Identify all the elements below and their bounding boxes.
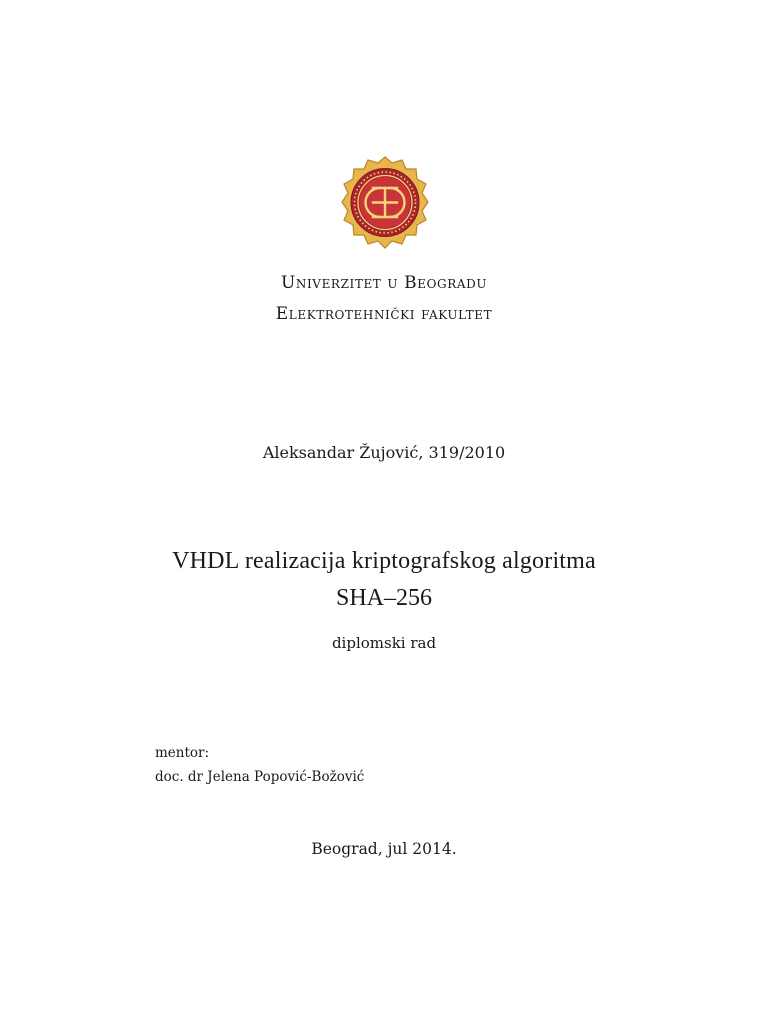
thesis-title-line-1: VHDL realizacija kriptografskog algoritma bbox=[172, 548, 596, 574]
university-name: Univerzitet u Beogradu bbox=[280, 273, 488, 293]
thesis-title-line-2: SHA–256 bbox=[335, 585, 432, 611]
faculty-name: Elektrotehnički fakultet bbox=[275, 304, 493, 324]
place-and-date: Beograd, jul 2014. bbox=[311, 840, 457, 858]
mentor-label: mentor: bbox=[155, 745, 210, 761]
thesis-type: diplomski rad bbox=[331, 634, 437, 652]
faculty-seal-icon bbox=[340, 155, 430, 250]
author-line: Aleksandar Žujović, 319/2010 bbox=[262, 443, 506, 462]
mentor-name: doc. dr Jelena Popović-Božović bbox=[155, 769, 365, 785]
